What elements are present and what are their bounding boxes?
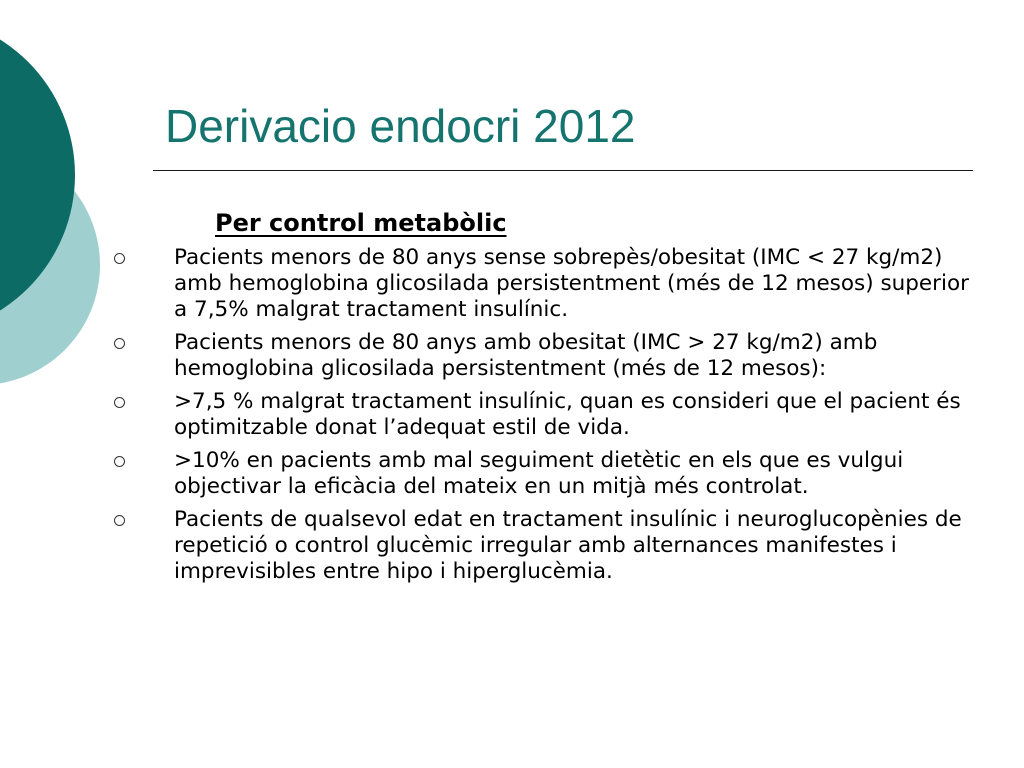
hollow-circle-bullet-icon bbox=[114, 338, 125, 349]
bullet-text: Pacients de qualsevol edat en tractament insulínic i neuroglucopènies de repetició o control glucèmic irregular amb alternances manifestes i imprevisibles entre hipo i hiperglucèmia. bbox=[174, 507, 962, 584]
bullet-text: >10% en pacients amb mal seguiment dietètic en els que es vulgui objectivar la eficàcia del mateix en un mitjà més controlat. bbox=[174, 448, 904, 499]
bullet-item bbox=[111, 245, 971, 323]
bullet-text: Pacients menors de 80 anys sense sobrepès/obesitat (IMC < 27 kg/m2) amb hemoglobina glicosilada persistentment (més de 12 mesos) superior a 7,5% malgrat tractament insulínic. bbox=[174, 245, 969, 322]
title-divider bbox=[153, 170, 973, 171]
hollow-circle-bullet-icon bbox=[114, 456, 125, 467]
bullet-text: Pacients menors de 80 anys amb obesitat (IMC > 27 kg/m2) amb hemoglobina glicosilada persistentment (més de 12 mesos): bbox=[174, 330, 878, 381]
hollow-circle-bullet-icon bbox=[114, 253, 125, 264]
hollow-circle-bullet-icon bbox=[114, 397, 125, 408]
bullet-text: >7,5 % malgrat tractament insulínic, quan es consideri que el pacient és optimitzable donat l’adequat estil de vida. bbox=[174, 389, 961, 440]
bullet-item bbox=[111, 448, 971, 500]
bullet-item bbox=[111, 389, 971, 441]
bullet-item bbox=[111, 330, 971, 382]
section-subheading: Per control metabòlic bbox=[215, 209, 507, 237]
bullet-item bbox=[111, 507, 971, 585]
slide-title: Derivacio endocri 2012 bbox=[165, 100, 636, 152]
bullet-list bbox=[111, 245, 971, 592]
hollow-circle-bullet-icon bbox=[114, 515, 125, 526]
